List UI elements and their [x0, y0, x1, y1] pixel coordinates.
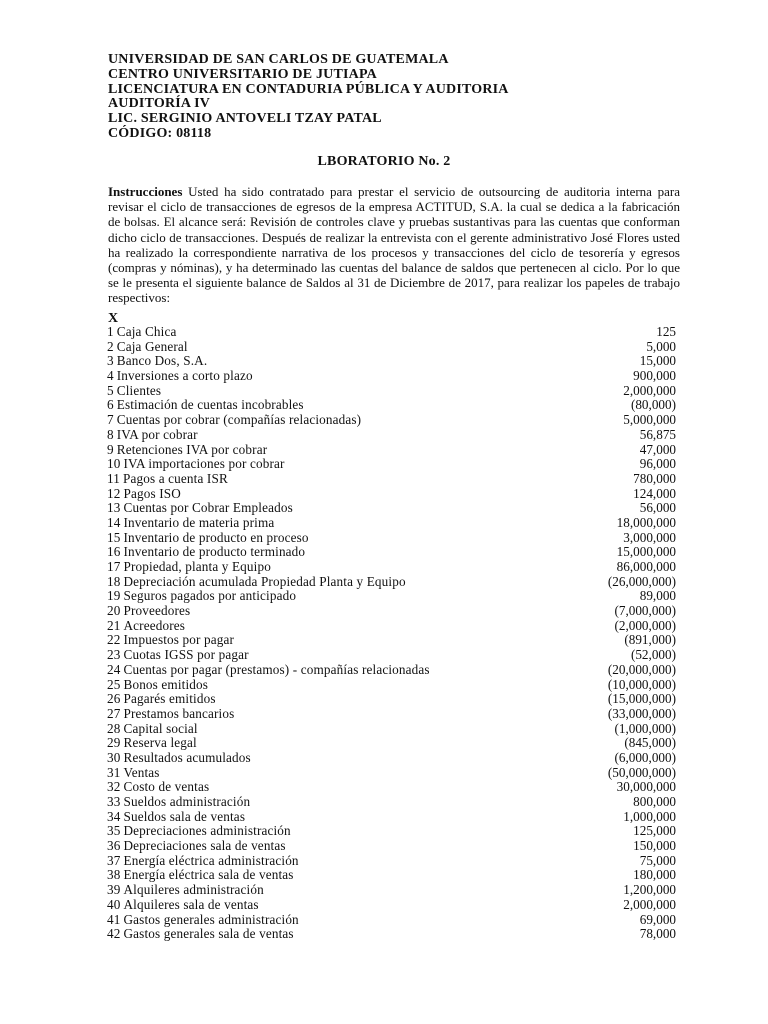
account-number: 5 [107, 382, 114, 398]
account-number: 41 [107, 911, 121, 927]
account-amount: 96,000 [639, 456, 676, 472]
account-row [107, 354, 681, 369]
account-amount: 2,000,000 [623, 382, 676, 398]
account-amount: (50,000,000) [607, 764, 676, 780]
account-row [107, 589, 681, 604]
account-number: 34 [107, 808, 121, 824]
account-name: Energía eléctrica administración [123, 852, 299, 868]
account-row [107, 883, 681, 898]
account-label [107, 604, 190, 619]
account-name: Impuestos por pagar [123, 632, 235, 648]
account-label [107, 443, 267, 458]
account-number: 4 [107, 368, 114, 384]
account-number: 7 [107, 412, 114, 428]
account-amount: 2,000,000 [623, 896, 676, 912]
account-name: Inventario de producto terminado [123, 544, 306, 560]
account-name: Clientes [116, 382, 162, 398]
account-name: Ventas [123, 764, 160, 780]
account-number: 8 [107, 426, 114, 442]
account-name: Inversiones a corto plazo [116, 368, 253, 384]
account-name: Resultados acumulados [123, 749, 251, 765]
account-label [107, 369, 253, 384]
account-amount: 3,000,000 [623, 529, 676, 545]
account-number: 10 [107, 456, 121, 472]
account-row [107, 766, 681, 781]
account-name: Retenciones IVA por cobrar [116, 441, 268, 457]
account-number: 27 [107, 705, 121, 721]
account-row [107, 560, 681, 575]
account-amount: 15,000 [639, 353, 676, 369]
account-number: 37 [107, 852, 121, 868]
account-row [107, 325, 681, 340]
account-number: 12 [107, 485, 121, 501]
account-name: Inventario de materia prima [123, 514, 275, 530]
account-name: Prestamos bancarios [123, 705, 235, 721]
account-label [107, 589, 296, 604]
account-amount: 75,000 [639, 852, 676, 868]
account-number: 11 [107, 470, 120, 486]
account-name: Costo de ventas [123, 779, 210, 795]
instructions-label: Instrucciones [108, 184, 183, 199]
account-label [107, 795, 250, 810]
account-amount: 56,000 [639, 500, 676, 516]
header-line-center: CENTRO UNIVERSITARIO DE JUTIAPA [108, 66, 377, 82]
account-label [107, 868, 294, 883]
account-row [107, 780, 681, 795]
account-number: 39 [107, 882, 121, 898]
account-name: Estimación de cuentas incobrables [116, 397, 304, 413]
account-number: 36 [107, 838, 121, 854]
account-amount: 150,000 [633, 838, 676, 854]
account-row [107, 678, 681, 693]
account-name: Acreedores [123, 617, 186, 633]
account-amount: 86,000,000 [616, 559, 676, 574]
account-name: Bonos emitidos [123, 676, 209, 692]
header-line-degree: LICENCIATURA EN CONTADURIA PÚBLICA Y AUDITORIA [108, 81, 509, 97]
account-row [107, 531, 681, 546]
account-number: 19 [107, 588, 121, 604]
account-number: 23 [107, 647, 121, 663]
account-label [107, 354, 207, 369]
account-number: 15 [107, 529, 121, 545]
account-label [107, 854, 299, 869]
account-row [107, 648, 681, 663]
account-row [107, 736, 681, 751]
account-number: 29 [107, 735, 121, 751]
account-row [107, 619, 681, 634]
accounts-list [107, 325, 681, 942]
account-amount: (26,000,000) [607, 573, 676, 589]
account-row [107, 663, 681, 678]
account-amount: (33,000,000) [607, 705, 676, 721]
account-amount: (80,000) [630, 397, 676, 413]
account-amount: 5,000 [646, 338, 676, 354]
account-name: Gastos generales sala de ventas [123, 926, 294, 942]
account-amount: 900,000 [633, 368, 676, 384]
account-row [107, 692, 681, 707]
account-name: Capital social [123, 720, 198, 736]
account-amount: 125 [656, 324, 676, 339]
account-row [107, 795, 681, 810]
account-label [107, 457, 285, 472]
account-row [107, 751, 681, 766]
account-name: Cuentas por pagar (prestamos) - compañías relacionadas [123, 661, 430, 677]
account-row [107, 824, 681, 839]
account-number: 13 [107, 500, 121, 516]
account-name: Caja General [116, 338, 188, 354]
account-name: Energía eléctrica sala de ventas [123, 867, 294, 883]
account-row [107, 839, 681, 854]
account-label [107, 810, 245, 825]
account-label [107, 428, 198, 443]
instructions-text: Usted ha sido contratado para prestar el servicio de outsourcing de auditoria interna para revisar el ciclo de transacciones de egresos de la empresa ACTITUD, S.A. la cual se dedica a la fabricación de bolsas. El alcance será: Revisión de controles clave y pruebas sustantivas para las cuentas que conforman dicho ciclo de transacciones. Después de realizar la entrevista con el gerente administrativo José Flores usted ha realizado la correspondiente narrativa de los procesos y transacciones del ciclo de tesorería y egresos (compras y nóminas), y ha determinado las cuentas del balance de saldos que pertenecen al ciclo. Por lo que se le presenta el siguiente balance de Saldos al 31 de Diciembre de 2017, para realizar los papeles de trabajo respectivos: [108, 184, 680, 306]
account-number: 3 [107, 353, 114, 369]
account-amount: 69,000 [639, 911, 676, 927]
account-number: 9 [107, 441, 114, 457]
account-label [107, 663, 430, 678]
account-row [107, 428, 681, 443]
account-row [107, 633, 681, 648]
account-number: 24 [107, 661, 121, 677]
account-row [107, 457, 681, 472]
account-number: 21 [107, 617, 121, 633]
account-number: 31 [107, 764, 121, 780]
account-label [107, 516, 274, 531]
account-label [107, 707, 234, 722]
account-row [107, 501, 681, 516]
account-amount: 780,000 [633, 470, 676, 486]
account-amount: 1,200,000 [623, 882, 676, 898]
account-amount: 47,000 [639, 441, 676, 457]
account-amount: (2,000,000) [614, 617, 676, 633]
account-label [107, 384, 161, 399]
account-amount: (891,000) [624, 632, 676, 648]
account-row [107, 575, 681, 590]
account-name: Depreciación acumulada Propiedad Planta y Equipo [123, 573, 406, 589]
account-label [107, 340, 188, 355]
header-line-university: UNIVERSIDAD DE SAN CARLOS DE GUATEMALA [108, 52, 449, 67]
account-label [107, 531, 309, 546]
account-label [107, 766, 160, 781]
header-line-professor: LIC. SERGINIO ANTOVELI TZAY PATAL [108, 111, 382, 127]
account-label [107, 898, 259, 913]
account-name: Sueldos sala de ventas [123, 808, 246, 824]
account-amount: 18,000,000 [616, 514, 676, 530]
account-number: 25 [107, 676, 121, 692]
account-label [107, 560, 271, 575]
document-header [108, 53, 509, 142]
account-label [107, 751, 251, 766]
account-amount: (7,000,000) [614, 603, 676, 619]
instructions-paragraph [108, 184, 680, 306]
account-number: 2 [107, 338, 114, 354]
account-label [107, 722, 198, 737]
account-label [107, 545, 305, 560]
account-number: 22 [107, 632, 121, 648]
account-number: 26 [107, 691, 121, 707]
account-label [107, 325, 176, 340]
account-number: 6 [107, 397, 114, 413]
account-amount: (845,000) [624, 735, 676, 751]
account-label [107, 692, 216, 707]
account-label [107, 648, 249, 663]
account-row [107, 384, 681, 399]
account-row [107, 413, 681, 428]
account-row [107, 369, 681, 384]
account-amount: (10,000,000) [607, 676, 676, 692]
account-row [107, 487, 681, 502]
account-amount: 125,000 [633, 823, 676, 839]
account-row [107, 868, 681, 883]
account-row [107, 472, 681, 487]
account-label [107, 839, 286, 854]
account-name: Alquileres sala de ventas [123, 896, 259, 912]
account-name: Proveedores [123, 603, 191, 619]
account-row [107, 898, 681, 913]
account-name: Seguros pagados por anticipado [123, 588, 297, 604]
account-row [107, 516, 681, 531]
account-label [107, 633, 234, 648]
account-number: 1 [107, 324, 114, 339]
account-row [107, 810, 681, 825]
account-label [107, 619, 185, 634]
account-row [107, 398, 681, 413]
account-row [107, 854, 681, 869]
account-label [107, 780, 209, 795]
account-label [107, 398, 304, 413]
account-number: 16 [107, 544, 121, 560]
account-number: 18 [107, 573, 121, 589]
account-name: Caja Chica [116, 324, 177, 339]
account-row [107, 545, 681, 560]
account-amount: (6,000,000) [614, 749, 676, 765]
account-name: Pagos a cuenta ISR [123, 470, 228, 486]
account-name: Depreciaciones administración [123, 823, 291, 839]
account-row [107, 443, 681, 458]
x-mark: X [108, 311, 119, 326]
header-line-course: AUDITORÍA IV [108, 96, 211, 112]
account-number: 17 [107, 559, 121, 574]
account-amount: 800,000 [633, 794, 676, 809]
account-name: Sueldos administración [123, 794, 251, 809]
account-name: Inventario de producto en proceso [123, 529, 309, 545]
account-amount: 15,000,000 [616, 544, 676, 560]
account-number: 20 [107, 603, 121, 619]
account-label [107, 824, 291, 839]
account-name: Reserva legal [123, 735, 197, 751]
lab-title: LBORATORIO No. 2 [317, 154, 451, 169]
account-number: 33 [107, 794, 121, 809]
account-amount: 30,000,000 [616, 779, 676, 795]
account-number: 30 [107, 749, 121, 765]
account-number: 14 [107, 514, 121, 530]
account-name: Pagos ISO [123, 485, 181, 501]
account-label [107, 913, 299, 928]
account-amount: 78,000 [639, 926, 676, 942]
account-amount: (52,000) [630, 647, 676, 663]
account-name: Depreciaciones sala de ventas [123, 838, 286, 854]
account-number: 40 [107, 896, 121, 912]
account-amount: 56,875 [639, 426, 676, 442]
account-amount: 124,000 [633, 485, 676, 501]
account-number: 28 [107, 720, 121, 736]
account-name: Gastos generales administración [123, 911, 299, 927]
account-name: Cuentas por cobrar (compañías relacionadas) [116, 412, 362, 428]
account-label [107, 487, 181, 502]
header-line-code: CÓDIGO: 08118 [108, 125, 212, 141]
account-label [107, 678, 208, 693]
account-label [107, 883, 264, 898]
account-name: Cuotas IGSS por pagar [123, 647, 249, 663]
account-amount: (1,000,000) [614, 720, 676, 736]
account-number: 42 [107, 926, 121, 942]
account-row [107, 604, 681, 619]
account-name: Cuentas por Cobrar Empleados [123, 500, 293, 516]
account-amount: 180,000 [633, 867, 676, 883]
account-name: Alquileres administración [123, 882, 264, 898]
account-number: 38 [107, 867, 121, 883]
account-amount: (15,000,000) [607, 691, 676, 707]
account-amount: 1,000,000 [623, 808, 676, 824]
account-row [107, 722, 681, 737]
account-name: Pagarés emitidos [123, 691, 216, 707]
account-number: 35 [107, 823, 121, 839]
account-label [107, 736, 197, 751]
account-label [107, 927, 294, 942]
account-row [107, 913, 681, 928]
account-row [107, 707, 681, 722]
account-name: IVA por cobrar [116, 426, 198, 442]
account-number: 32 [107, 779, 121, 795]
account-name: IVA importaciones por cobrar [123, 456, 285, 472]
account-row [107, 340, 681, 355]
account-name: Propiedad, planta y Equipo [123, 559, 271, 574]
account-amount: 89,000 [639, 588, 676, 604]
account-label [107, 413, 361, 428]
account-label [107, 472, 228, 487]
account-row [107, 927, 681, 942]
account-amount: 5,000,000 [623, 412, 676, 428]
account-amount: (20,000,000) [607, 661, 676, 677]
account-name: Banco Dos, S.A. [116, 353, 208, 369]
account-label [107, 575, 406, 590]
account-label [107, 501, 293, 516]
